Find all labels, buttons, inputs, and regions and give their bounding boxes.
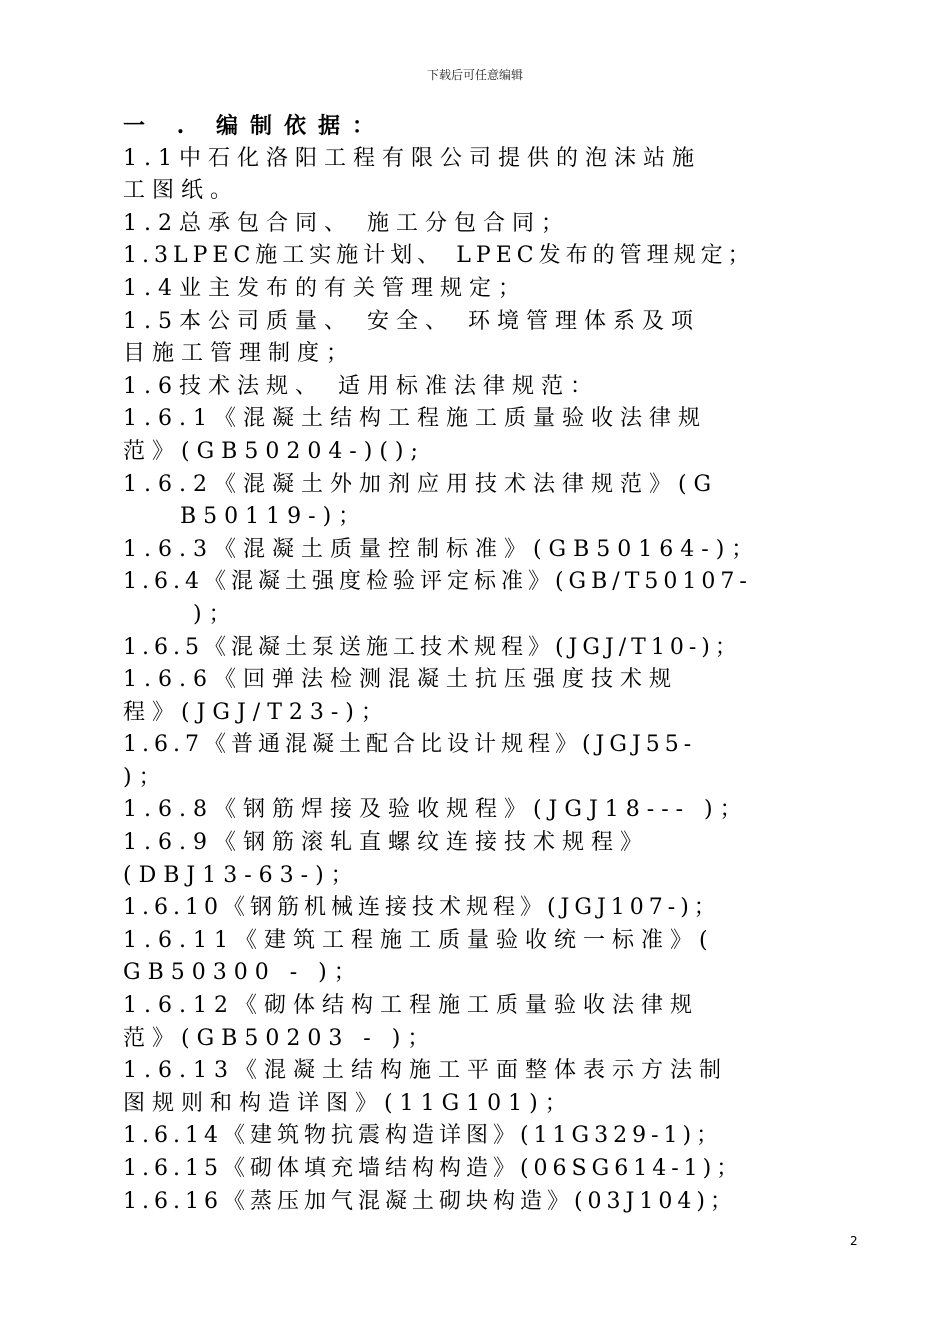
text-line: 1.6.3《混凝土质量控制标准》(GB50164-)； bbox=[123, 536, 761, 562]
text-line: 1.4业主发布的有关管理规定； bbox=[123, 275, 527, 301]
text-line: GB50300 - )； bbox=[123, 960, 363, 986]
text-line: 工图纸。 bbox=[123, 178, 240, 204]
text-line: 图规则和构造详图》(11G101)； bbox=[123, 1090, 574, 1116]
text-line: 目施工管理制度； bbox=[123, 341, 356, 367]
text-line: B50119-)； bbox=[180, 504, 368, 530]
text-line: 1.6.1《混凝土结构工程施工质量验收法律规 bbox=[123, 406, 707, 432]
text-line: )； bbox=[123, 764, 168, 790]
text-line: 1.6.11《建筑工程施工质量验收统一标准》( bbox=[123, 927, 715, 953]
text-line: 1.6.5《混凝土泵送施工技术规程》(JGJ/T10-)； bbox=[123, 634, 742, 660]
text-line: 1.6.16《蒸压加气混凝土砌块构造》(03J104)； bbox=[123, 1188, 737, 1214]
text-line: 1.3LPEC施工实施计划、 LPEC发布的管理规定； bbox=[123, 243, 755, 269]
text-line: 1.6.13《混凝土结构施工平面整体表示方法制 bbox=[123, 1058, 728, 1084]
text-line: 范》(GB50204-)(); bbox=[123, 438, 425, 464]
text-line: 1.5本公司质量、 安全、 环境管理体系及项 bbox=[123, 308, 700, 334]
text-line: 范》(GB50203 - )； bbox=[123, 1025, 437, 1051]
text-line: 1.6.15《砌体填充墙结构构造》(06SG614-1)； bbox=[123, 1156, 744, 1181]
document-body bbox=[123, 110, 845, 1218]
section-heading: 一 . 编制依据： bbox=[123, 113, 386, 139]
text-line: 1.6技术法规、 适用标准法律规范： bbox=[123, 373, 599, 399]
text-line: 1.6.8《钢筋焊接及验收规程》(JGJ18--- )； bbox=[123, 797, 749, 823]
text-line: 1.6.4《混凝土强度检验评定标准》(GB/T50107- bbox=[123, 569, 752, 595]
page-header: 下载后可任意编辑 bbox=[426, 68, 523, 82]
text-line: 1.6.9《钢筋滚轧直螺纹连接技术规程》 bbox=[123, 830, 649, 856]
page-number: 2 bbox=[850, 1234, 858, 1248]
text-line: 1.6.10《钢筋机械连接技术规程》(JGJ107-)； bbox=[123, 895, 721, 921]
text-line: )； bbox=[193, 601, 238, 627]
text-line: 1.6.14《建筑物抗震构造详图》(11G329-1)； bbox=[123, 1123, 724, 1149]
text-line: 1.1中石化洛阳工程有限公司提供的泡沫站施 bbox=[123, 145, 701, 171]
text-line: 程》(JGJ/T23-)； bbox=[123, 699, 390, 725]
text-line: 1.6.7《普通混凝土配合比设计规程》(JGJ55- bbox=[123, 732, 697, 758]
text-line: (DBJ13-63-)； bbox=[123, 862, 360, 888]
text-line: 1.6.12《砌体结构工程施工质量验收法律规 bbox=[123, 993, 699, 1019]
text-line: 1.6.2《混凝土外加剂应用技术法律规范》(G bbox=[123, 471, 719, 497]
text-line: 1.6.6《回弹法检测混凝土抗压强度技术规 bbox=[123, 667, 678, 693]
text-line: 1.2总承包合同、 施工分包合同； bbox=[123, 210, 570, 236]
